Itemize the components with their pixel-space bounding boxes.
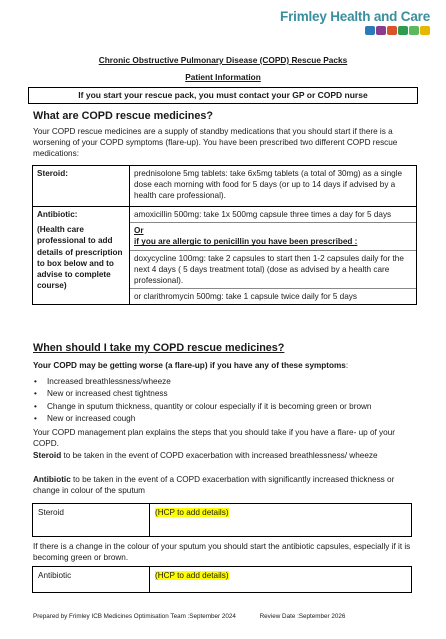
amoxicillin-text: amoxicillin 500mg: take 1x 500mg capsule three times a day for 5 days — [130, 207, 416, 223]
steroid-hcp-field[interactable] — [150, 504, 412, 537]
steroid-details: prednisolone 5mg tablets: take 6x5mg tablets (a total of 30mg) as a single dose each morning with food for 5 days (or up to 14 days if advised by a health care professional). — [130, 166, 417, 207]
symptom-list — [33, 376, 371, 426]
table-row — [33, 567, 412, 593]
footer — [33, 613, 345, 620]
document-subtitle: Patient Information — [185, 72, 261, 82]
clarithromycin-text: or clarithromycin 500mg: take 1 capsule twice daily for 5 days — [134, 292, 357, 302]
logo-tile-icon — [398, 26, 408, 35]
footer-review-date: Review Date :September 2026 — [259, 613, 346, 620]
antibiotic-hcp-field[interactable] — [150, 567, 412, 593]
management-plan-text: Your COPD management plan explains the steps that you should take if you have a flare- up of your COPD. — [33, 428, 395, 449]
antibiotic-hcp-label: Antibiotic — [33, 567, 150, 593]
antibiotic-hcp-box — [32, 566, 412, 593]
logo-tile-icon — [376, 26, 386, 35]
antibiotic-hcp-note: (Health care professional to add details of prescription to box below and to advise to complete course) — [37, 225, 123, 291]
logo-text: Frimley Health and Care — [280, 9, 430, 24]
doxycycline-text: doxycycline 100mg: take 2 capsules to start then 1-2 capsules daily for the next 4 days ( 5 days treatment total) (dose as advised by a health care professional). — [130, 251, 416, 290]
logo-tile-icon — [387, 26, 397, 35]
antibiotic-guidance-bold: Antibiotic — [33, 475, 71, 484]
notice-box: If you start your rescue pack, you must contact your GP or COPD nurse — [28, 87, 418, 104]
list-item: • Change in sputum thickness, quantity or colour especially if it is becoming green or brown — [47, 401, 371, 413]
section-heading-what: What are COPD rescue medicines? — [33, 110, 214, 122]
steroid-guidance-text: to be taken in the event of COPD exacerbation with increased breathlessness/ wheeze — [61, 451, 378, 460]
logo-tile-icon — [365, 26, 375, 35]
list-item: • New or increased chest tightness — [47, 388, 371, 400]
antibiotic-label-cell — [33, 207, 130, 305]
logo — [280, 9, 430, 35]
logo-icons — [280, 26, 430, 35]
symptoms-lead-colon: : — [345, 361, 349, 370]
antibiotic-guidance — [33, 474, 418, 496]
or-label: Or — [134, 226, 144, 236]
intro-paragraph: Your COPD rescue medicines are a supply of standby medications that you should start if there is a worsening of your COPD symptoms (flare-up). You have been prescribed two different COPD rescue medications: — [33, 127, 398, 159]
antibiotic-label: Antibiotic: — [37, 210, 78, 219]
symptoms-lead — [33, 360, 418, 371]
table-row — [33, 166, 417, 207]
steroid-hcp-box — [32, 503, 412, 537]
steroid-hcp-label: Steroid — [33, 504, 150, 537]
document-titles — [0, 54, 446, 88]
steroid-guidance — [33, 450, 418, 461]
document-title: Chronic Obstructive Pulmonary Disease (COPD) Rescue Packs — [98, 55, 348, 65]
steroid-guidance-bold: Steroid — [33, 451, 62, 460]
footer-prepared: Prepared by Frimley ICB Medicines Optimisation Team :September 2024 — [33, 613, 236, 620]
colour-change-text: If there is a change in the colour of your sputum you should start the antibiotic capsules, especially if it is becoming green or brown. — [33, 542, 411, 563]
table-row — [33, 207, 417, 305]
antibiotic-guidance-text: to be taken in the event of a COPD exacerbation with significantly increased thickness or change in colour of the sputum — [33, 475, 395, 496]
medications-table — [32, 165, 417, 305]
allergy-text: if you are allergic to penicillin you have been prescribed : — [130, 236, 416, 250]
logo-tile-icon — [420, 26, 430, 35]
symptoms-lead-text: Your COPD may be getting worse (a flare-up) if you have any of these symptoms — [33, 361, 346, 370]
steroid-hcp-placeholder: (HCP to add details) — [155, 508, 229, 517]
list-item: • Increased breathlessness/wheeze — [47, 376, 371, 388]
list-item: • New or increased cough — [47, 413, 371, 425]
antibiotic-details — [130, 207, 417, 305]
table-row — [33, 504, 412, 537]
section-heading-when: When should I take my COPD rescue medicines? — [33, 342, 285, 354]
antibiotic-hcp-placeholder: (HCP to add details) — [155, 571, 229, 580]
logo-tile-icon — [409, 26, 419, 35]
steroid-label: Steroid: — [33, 166, 130, 207]
